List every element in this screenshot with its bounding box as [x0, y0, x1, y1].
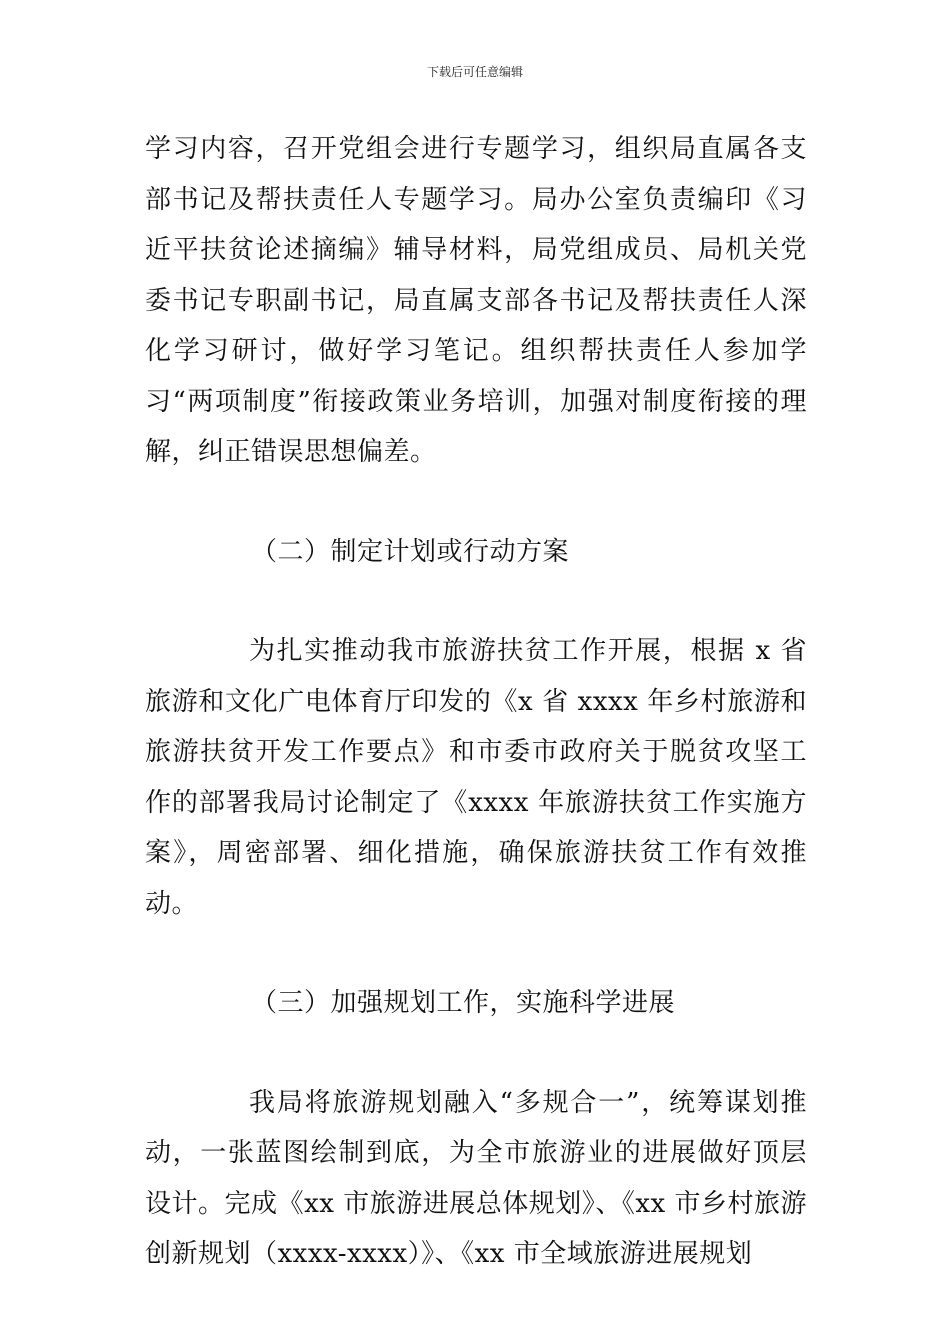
paragraph-study-content: 学习内容，召开党组会进行专题学习，组织局直属各支部书记及帮扶责任人专题学习。局办公室负责编印《习近平扶贫论述摘编》辅导材料，局党组成员、局机关党委书记专职副书记，局直属支部各书记及帮扶责任人深化学习研讨，做好学习笔记。组织帮扶责任人参加学习“两项制度”衔接政策业务培训，加强对制度衔接的理解，纠正错误思想偏差。	[145, 134, 807, 467]
section-heading-planning: （三）加强规划工作，实施科学进展	[251, 988, 676, 1018]
paragraph-planning: 我局将旅游规划融入“多规合一”，统筹谋划推动，一张蓝图绘制到底，为全市旅游业的进展做好顶层设计。完成《xx 市旅游进展总体规划》、《xx 市乡村旅游创新规划（xxxx-xxxx）》、《xx 市全域旅游进展规划	[145, 1087, 807, 1269]
document-body	[145, 124, 807, 1280]
paragraph-plan: 为扎实推动我市旅游扶贫工作开展，根据 x 省旅游和文化广电体育厅印发的《x 省 xxxx 年乡村旅游和旅游扶贫开发工作要点》和市委市政府关于脱贫攻坚工作的部署我局讨论制定了《xxxx 年旅游扶贫工作实施方案》，周密部署、细化措施，确保旅游扶贫工作有效推动。	[145, 636, 807, 919]
page-header-note: 下载后可任意编辑	[426, 65, 523, 79]
section-heading-plan: （二）制定计划或行动方案	[251, 536, 570, 567]
